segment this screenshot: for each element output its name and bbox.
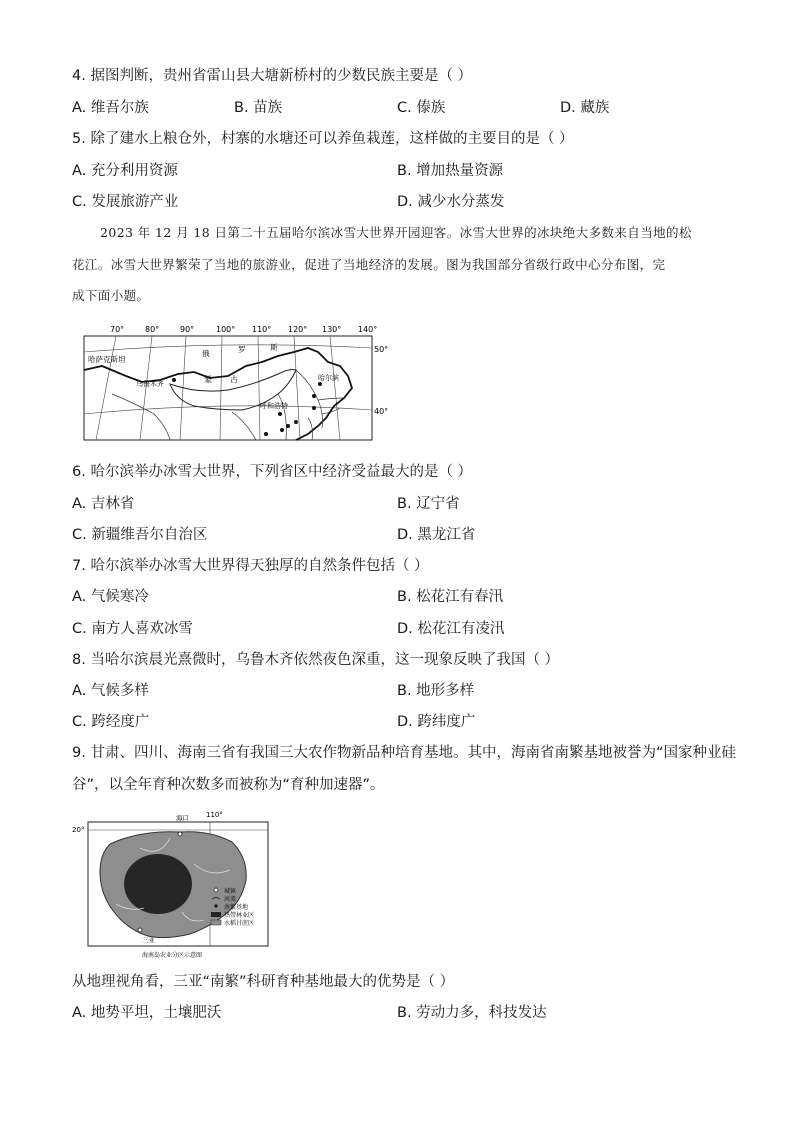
label-hohhot: 呼和浩特 <box>260 402 288 410</box>
q6-option-a[interactable]: A. 吉林省 <box>72 496 135 512</box>
label-urumqi: 乌鲁木齐 <box>136 380 164 388</box>
map2-lat-label: 20° <box>72 826 85 834</box>
question-5-stem: 5. 除了建水上粮仓外，村寨的水塘还可以养鱼栽莲，这样做的主要目的是（ ） <box>72 131 574 147</box>
lon-label-110: 110° <box>252 325 272 334</box>
label-russia-1: 俄 <box>202 349 210 358</box>
question-9-stem-line-1: 9. 甘肃、四川、海南三省有我国三大农作物新品种培育基地。其中，海南省南繁基地被誉为“国家种业硅 <box>72 745 736 761</box>
passage-line-2: 花江。冰雪大世界繁荣了当地的旅游业，促进了当地经济的发展。图为我国部分省级行政中心分布图，完 <box>72 257 666 272</box>
taiyuan-dot <box>280 428 284 432</box>
lon-label-70: 70° <box>110 325 125 334</box>
sanya-dot <box>138 928 142 932</box>
label-haikou: 海口 <box>176 814 189 822</box>
q8-option-d[interactable]: D. 跨纬度广 <box>397 714 476 730</box>
lon-label-80: 80° <box>145 325 160 334</box>
q10-option-b[interactable]: B. 劳动力多，科技发达 <box>397 1005 547 1021</box>
label-sanya: 三亚 <box>142 936 155 944</box>
legend-base-icon <box>214 904 217 907</box>
legend-forestry: 热带林业区 <box>224 912 255 919</box>
legend-rice-icon <box>211 920 221 925</box>
q4-option-c[interactable]: C. 傣族 <box>397 100 446 116</box>
q5-option-b[interactable]: B. 增加热量资源 <box>397 163 504 179</box>
changchun-dot <box>312 394 316 398</box>
q4-option-d[interactable]: D. 藏族 <box>560 100 610 116</box>
question-8-stem: 8. 当哈尔滨晨光熹微时，乌鲁木齐依然夜色深重，这一现象反映了我国（ ） <box>72 652 560 668</box>
q6-option-b[interactable]: B. 辽宁省 <box>397 496 460 512</box>
q5-option-d[interactable]: D. 减少水分蒸发 <box>397 194 505 210</box>
label-mongolia-1: 蒙 <box>204 375 212 384</box>
q4-option-b[interactable]: B. 苗族 <box>234 100 283 116</box>
label-mongolia-2: 古 <box>230 375 238 384</box>
lon-label-140: 140° <box>358 325 378 334</box>
hainan-agriculture-map <box>70 808 274 960</box>
beijing-dot <box>294 420 298 424</box>
lon-label-90: 90° <box>180 325 195 334</box>
map2-caption: 海南岛农业分区示意图 <box>142 952 203 959</box>
question-9-stem-line-2: 谷”，以全年育种次数多而被称为“育种加速器”。 <box>72 777 385 793</box>
q7-option-b[interactable]: B. 松花江有春汛 <box>397 589 504 605</box>
haikou-dot <box>178 832 182 836</box>
label-harbin: 哈尔滨 <box>318 374 339 382</box>
q5-option-a[interactable]: A. 充分利用资源 <box>72 163 178 179</box>
label-russia-2: 罗 <box>238 345 246 354</box>
urumqi-dot <box>172 378 176 382</box>
harbin-dot <box>318 382 322 386</box>
legend-rice: 水稻甘蔗区 <box>224 920 255 927</box>
q7-option-d[interactable]: D. 松花江有凌汛 <box>397 621 505 637</box>
question-4-stem: 4. 据图判断，贵州省雷山县大塘新桥村的少数民族主要是（ ） <box>72 68 473 84</box>
hohhot-dot <box>278 412 282 416</box>
legend-city-icon <box>214 888 218 892</box>
q10-option-a[interactable]: A. 地势平坦，土壤肥沃 <box>72 1005 222 1021</box>
shijiazhuang-dot <box>286 424 290 428</box>
question-6-stem: 6. 哈尔滨举办冰雪大世界，下列省区中经济受益最大的是（ ） <box>72 464 473 480</box>
passage-line-1: 2023 年 12 月 18 日第二十五届哈尔滨冰雪大世界开园迎客。冰雪大世界的冰块绝大多数来自当地的松 <box>100 225 692 240</box>
q4-option-a[interactable]: A. 维吾尔族 <box>72 100 149 116</box>
legend-forestry-icon <box>211 912 221 917</box>
label-kazakhstan: 哈萨克斯坦 <box>88 355 126 364</box>
q8-option-b[interactable]: B. 地形多样 <box>397 683 475 699</box>
tropical-forestry-zone <box>124 854 192 914</box>
map-frame <box>84 336 372 440</box>
passage-line-3: 成下面小题。 <box>72 288 150 303</box>
q6-option-d[interactable]: D. 黑龙江省 <box>397 527 476 543</box>
legend-base: 南繁基地 <box>224 904 249 911</box>
q6-option-c[interactable]: C. 新疆维吾尔自治区 <box>72 527 208 543</box>
lat-label-50: 50° <box>374 345 389 354</box>
q8-option-c[interactable]: C. 跨经度广 <box>72 714 150 730</box>
map2-lon-label: 110° <box>206 811 223 819</box>
label-russia-3: 斯 <box>270 343 278 352</box>
legend-city: 城镇 <box>224 888 237 895</box>
question-7-stem: 7. 哈尔滨举办冰雪大世界得天独厚的自然条件包括（ ） <box>72 558 429 574</box>
q7-option-a[interactable]: A. 气候寒冷 <box>72 589 149 605</box>
lon-label-120: 120° <box>288 325 308 334</box>
question-10-stem: 从地理视角看，三亚“南繁”科研育种基地最大的优势是（ ） <box>72 974 455 990</box>
shenyang-dot <box>312 406 316 410</box>
q7-option-c[interactable]: C. 南方人喜欢冰雪 <box>72 621 193 637</box>
lat-label-40: 40° <box>374 407 389 416</box>
lon-label-100: 100° <box>216 325 236 334</box>
provincial-capitals-map <box>82 322 392 444</box>
yinchuan-dot <box>264 432 268 436</box>
legend-river: 河流 <box>224 896 237 903</box>
lon-label-130: 130° <box>322 325 342 334</box>
q8-option-a[interactable]: A. 气候多样 <box>72 683 149 699</box>
q5-option-c[interactable]: C. 发展旅游产业 <box>72 194 179 210</box>
